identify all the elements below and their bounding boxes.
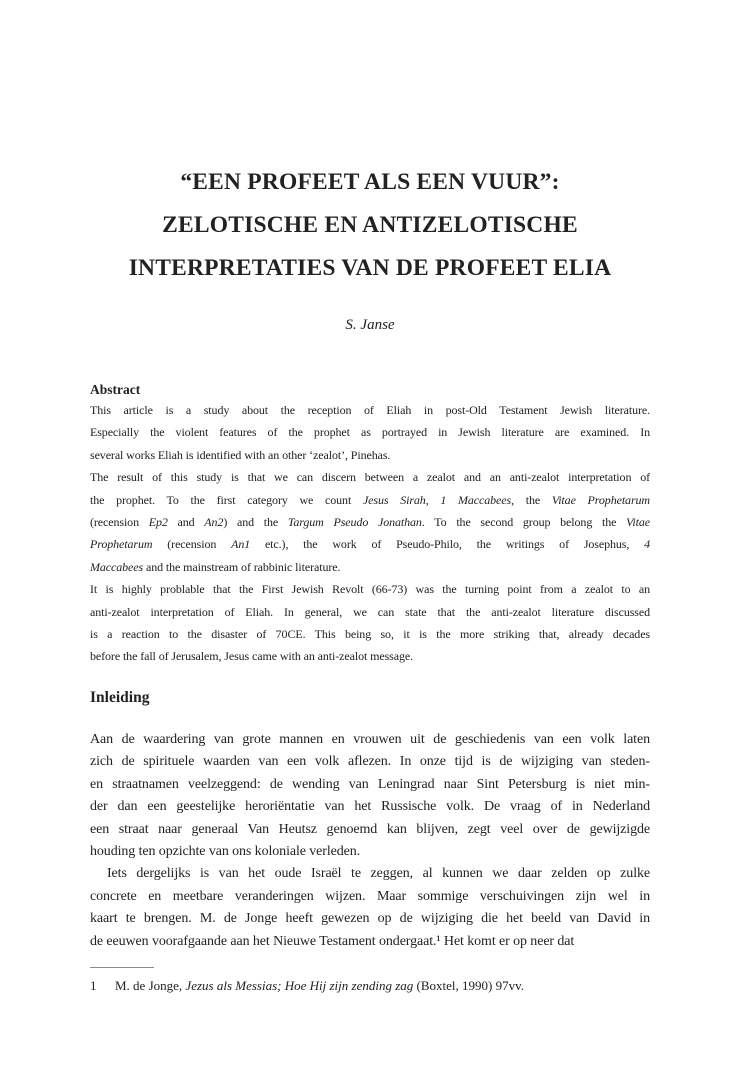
text-segment: , the xyxy=(511,492,552,507)
body-line xyxy=(90,796,650,818)
text-segment: (Boxtel, 1990) 97vv. xyxy=(413,978,525,993)
text-segment: Maccabees xyxy=(90,559,144,574)
text-segment: de eeuwen voorafgaande aan het Nieuwe Testament ondergaat.¹ Het komt er op neer dat xyxy=(90,933,575,949)
text-segment: and the mainstream of rabbinic literature. xyxy=(143,559,341,574)
text-segment: M. de Jonge, xyxy=(115,978,186,993)
text-segment: and xyxy=(167,515,205,530)
text-segment: der dan een geestelijke heroriëntatie van het Russische volk. De vraag of in Nederland xyxy=(90,799,650,815)
footnote-number: 1 xyxy=(90,978,97,993)
text-segment: anti-zealot interpretation of Eliah. In general, we can state that the anti-zealot literature discussed xyxy=(90,604,650,619)
text-segment: ZELOTISCHE EN ANTIZELOTISCHE xyxy=(162,212,578,238)
text-segment: , xyxy=(425,492,441,507)
text-segment: 4 xyxy=(644,537,650,552)
text-segment: (recension xyxy=(152,537,232,552)
abstract-paragraph-1 xyxy=(90,399,650,466)
abstract-line xyxy=(90,466,650,488)
text-segment: An2 xyxy=(204,515,224,530)
text-segment: INTERPRETATIES VAN DE PROFEET ELIA xyxy=(128,255,612,281)
body-line xyxy=(90,886,650,908)
text-segment: houding ten opzichte van ons koloniale verleden. xyxy=(90,844,361,860)
text-segment: Jesus Sirah xyxy=(362,492,426,507)
abstract-line xyxy=(90,421,650,443)
abstract-line xyxy=(90,645,650,667)
abstract-line xyxy=(90,623,650,645)
text-segment: etc.), the work of Pseudo-Philo, the writings of Josephus, xyxy=(250,537,645,552)
article-title xyxy=(90,161,650,290)
intro-paragraph-1 xyxy=(90,729,650,863)
abstract-line xyxy=(90,601,650,623)
text-segment: the prophet. To the first category we count xyxy=(90,492,363,507)
text-segment: before the fall of Jerusalem, Jesus came with an anti-zealot message. xyxy=(90,649,413,664)
author-name: S. Janse xyxy=(345,317,395,333)
text-segment: Ep2 xyxy=(148,515,168,530)
footnote xyxy=(90,978,650,994)
text-segment: is a reaction to the disaster of 70CE. This being so, it is the more striking that, already decades xyxy=(90,627,650,642)
text-segment: Especially the violent features of the prophet as portrayed in Jewish literature are examined. In xyxy=(90,425,650,440)
text-segment: Vitae xyxy=(626,515,651,530)
intro-paragraph-2 xyxy=(90,863,650,953)
text-segment: een straat naar generaal Van Heutsz genoemd kan blijven, zegt veel over de gewijzigde xyxy=(90,821,650,837)
abstract-line xyxy=(90,444,650,466)
text-segment: kaart te brengen. M. de Jonge heeft gewezen op de wijziging die het beeld van David in xyxy=(90,911,650,927)
text-segment: several works Eliah is identified with an other ‘zealot’, Pinehas. xyxy=(90,447,391,462)
text-segment: ) and the xyxy=(223,515,288,530)
body-line xyxy=(90,774,650,796)
text-segment: concrete en meetbare veranderingen wijzen. Maar sommige verschuivingen zijn wel in xyxy=(90,888,650,904)
section-heading-inleiding: Inleiding xyxy=(90,689,150,706)
article-title-line xyxy=(90,247,650,290)
abstract xyxy=(90,399,650,668)
article-title-line xyxy=(90,161,650,204)
text-segment: Jezus als Messias; Hoe Hij zijn zending zag xyxy=(185,978,414,993)
abstract-line xyxy=(90,489,650,511)
abstract-line xyxy=(90,533,650,555)
body-line xyxy=(90,841,650,863)
body-line xyxy=(90,819,650,841)
abstract-paragraph-2 xyxy=(90,466,650,578)
abstract-line xyxy=(90,511,650,533)
text-segment: Iets dergelijks is van het oude Israël te zeggen, al kunnen we daar zelden op zulke xyxy=(107,866,650,882)
introduction-text xyxy=(90,729,650,953)
text-segment: (recension xyxy=(90,515,149,530)
body-line xyxy=(90,729,650,751)
abstract-paragraph-3 xyxy=(90,578,650,668)
body-line xyxy=(90,751,650,773)
text-segment: It is highly problable that the First Jewish Revolt (66-73) was the turning point from a zealot to an xyxy=(90,582,650,597)
text-segment: The result of this study is that we can discern between a zealot and an anti-zealot interpretation of xyxy=(90,470,650,485)
text-segment: Aan de waardering van grote mannen en vrouwen uit de geschiedenis van een volk laten xyxy=(90,732,650,747)
text-segment: An1 xyxy=(231,537,251,552)
abstract-heading: Abstract xyxy=(90,382,141,397)
body-line xyxy=(90,908,650,930)
text-segment: 1 Maccabees xyxy=(440,492,512,507)
abstract-line xyxy=(90,399,650,421)
footnote-divider xyxy=(90,967,154,968)
text-segment: . To the second group belong the xyxy=(421,515,627,530)
footnote-text xyxy=(115,978,650,994)
text-segment: en straatnamen veelzeggend: de wending van Leningrad naar Sint Petersburg is niet min- xyxy=(90,776,650,792)
body-line xyxy=(90,931,650,953)
abstract-line xyxy=(90,556,650,578)
article-title-line xyxy=(90,204,650,247)
text-segment: zich de spirituele waarden van een volk aflezen. In onze tijd is de wijziging van steden- xyxy=(90,754,650,770)
text-segment: Prophetarum xyxy=(90,537,153,552)
body-line xyxy=(90,863,650,885)
text-segment: Vitae Prophetarum xyxy=(551,492,650,507)
abstract-line xyxy=(90,578,650,600)
text-segment: Targum Pseudo Jonathan xyxy=(287,515,422,530)
text-segment: This article is a study about the reception of Eliah in post-Old Testament Jewish literature. xyxy=(90,403,650,417)
text-segment: “EEN PROFEET ALS EEN VUUR”: xyxy=(180,169,560,195)
